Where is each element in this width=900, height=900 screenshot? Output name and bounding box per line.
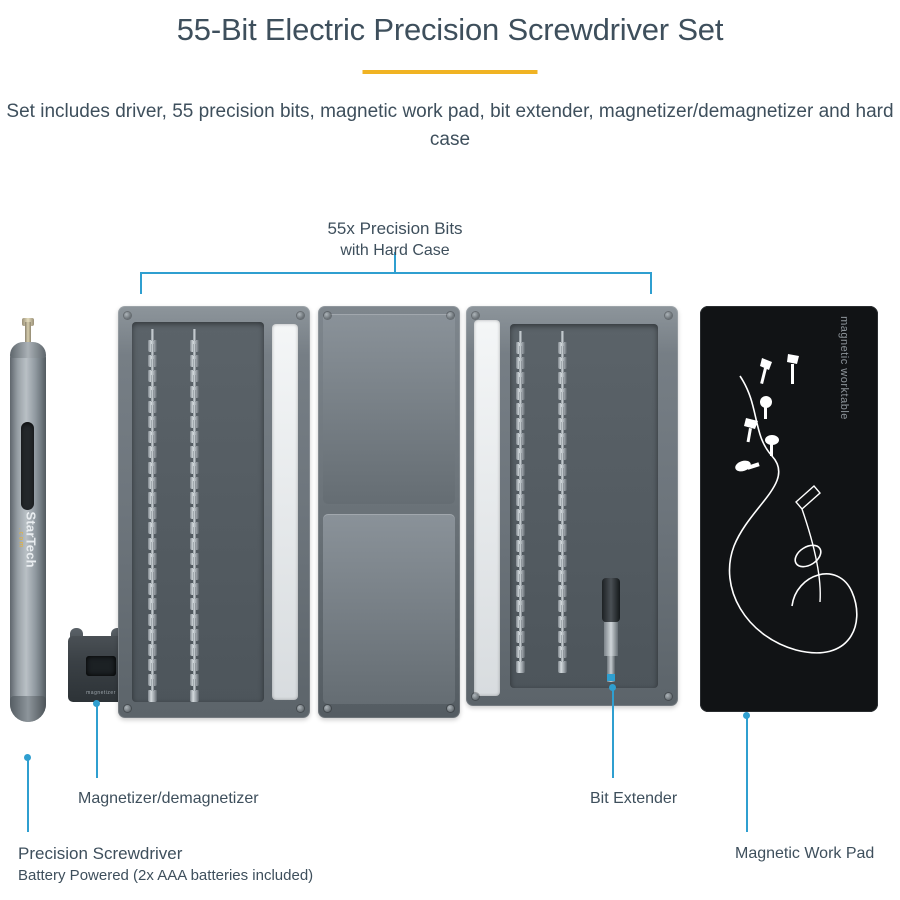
callout-screwdriver-title: Precision Screwdriver	[18, 844, 183, 863]
callout-magnetizer: Magnetizer/demagnetizer	[78, 790, 259, 807]
precision-screwdriver	[10, 318, 46, 722]
case-screw	[472, 693, 479, 700]
driver-brand-suffix: .com	[17, 527, 24, 549]
extender-tip-accent	[607, 674, 615, 681]
leader-dot-bit-extender	[609, 684, 616, 691]
case-lid-slab-bottom	[323, 514, 455, 704]
page-subtitle: Set includes driver, 55 precision bits, magnetic work pad, bit extender, magnetizer/demagnetizer and hard case	[6, 101, 894, 150]
work-pad-illustration	[700, 306, 878, 712]
callout-bit-extender: Bit Extender	[590, 790, 678, 807]
callout-precision-bits-line1: 55x Precision Bits	[327, 219, 463, 238]
case-foam-strip-left	[272, 324, 298, 700]
leader-line-bit-extender	[612, 690, 614, 778]
case-screw	[324, 312, 331, 319]
case-screw	[472, 312, 479, 319]
case-screw	[297, 705, 304, 712]
driver-end-cap	[10, 696, 46, 722]
extender-grip	[602, 578, 620, 622]
driver-brand-label	[18, 512, 39, 566]
callout-screwdriver-sub: Battery Powered (2x AAA batteries included)	[18, 867, 314, 884]
case-screw	[665, 693, 672, 700]
magnetizer-label: magnetizer	[86, 690, 116, 696]
work-pad-label: magnetic worktable	[838, 316, 850, 420]
precision-bit	[190, 690, 199, 702]
page-title: 55-Bit Electric Precision Screwdriver Set	[176, 12, 724, 47]
callout-precision-bits-line2: with Hard Case	[340, 242, 450, 259]
precision-bit	[148, 690, 157, 702]
leader-line-magnetizer	[96, 706, 98, 778]
driver-collar	[10, 342, 46, 358]
case-screw	[324, 705, 331, 712]
case-screw	[665, 312, 672, 319]
magnetic-work-pad	[700, 306, 878, 712]
case-screw	[447, 312, 454, 319]
driver-brand-text: StarTech	[23, 511, 39, 568]
bracket-horizontal-line	[140, 272, 652, 274]
title-divider	[363, 70, 538, 74]
leader-dot-screwdriver	[24, 754, 31, 761]
leader-dot-magnetizer	[93, 700, 100, 707]
leader-dot-work-pad	[743, 712, 750, 719]
case-screw	[124, 312, 131, 319]
case-panel-right	[466, 306, 678, 706]
case-lid-slab-top	[323, 314, 455, 504]
case-screw	[297, 312, 304, 319]
callout-precision-screwdriver	[18, 843, 398, 887]
callout-precision-bits	[250, 218, 540, 262]
leader-line-screwdriver	[27, 760, 29, 832]
precision-bit	[516, 661, 525, 673]
extender-shaft	[604, 622, 618, 656]
case-screw	[124, 705, 131, 712]
driver-power-switch	[21, 422, 34, 510]
leader-line-work-pad	[746, 718, 748, 832]
case-foam-strip-right	[474, 320, 500, 696]
magnetizer-slot	[86, 656, 116, 676]
bit-tray-right	[510, 324, 658, 688]
bracket-right-tick	[650, 272, 652, 294]
precision-bit	[558, 661, 567, 673]
case-screw	[447, 705, 454, 712]
bracket-left-tick	[140, 272, 142, 294]
case-panel-middle	[318, 306, 460, 718]
callout-magnetic-work-pad: Magnetic Work Pad	[735, 845, 875, 862]
case-panel-left	[118, 306, 310, 718]
bit-extender	[594, 578, 628, 688]
